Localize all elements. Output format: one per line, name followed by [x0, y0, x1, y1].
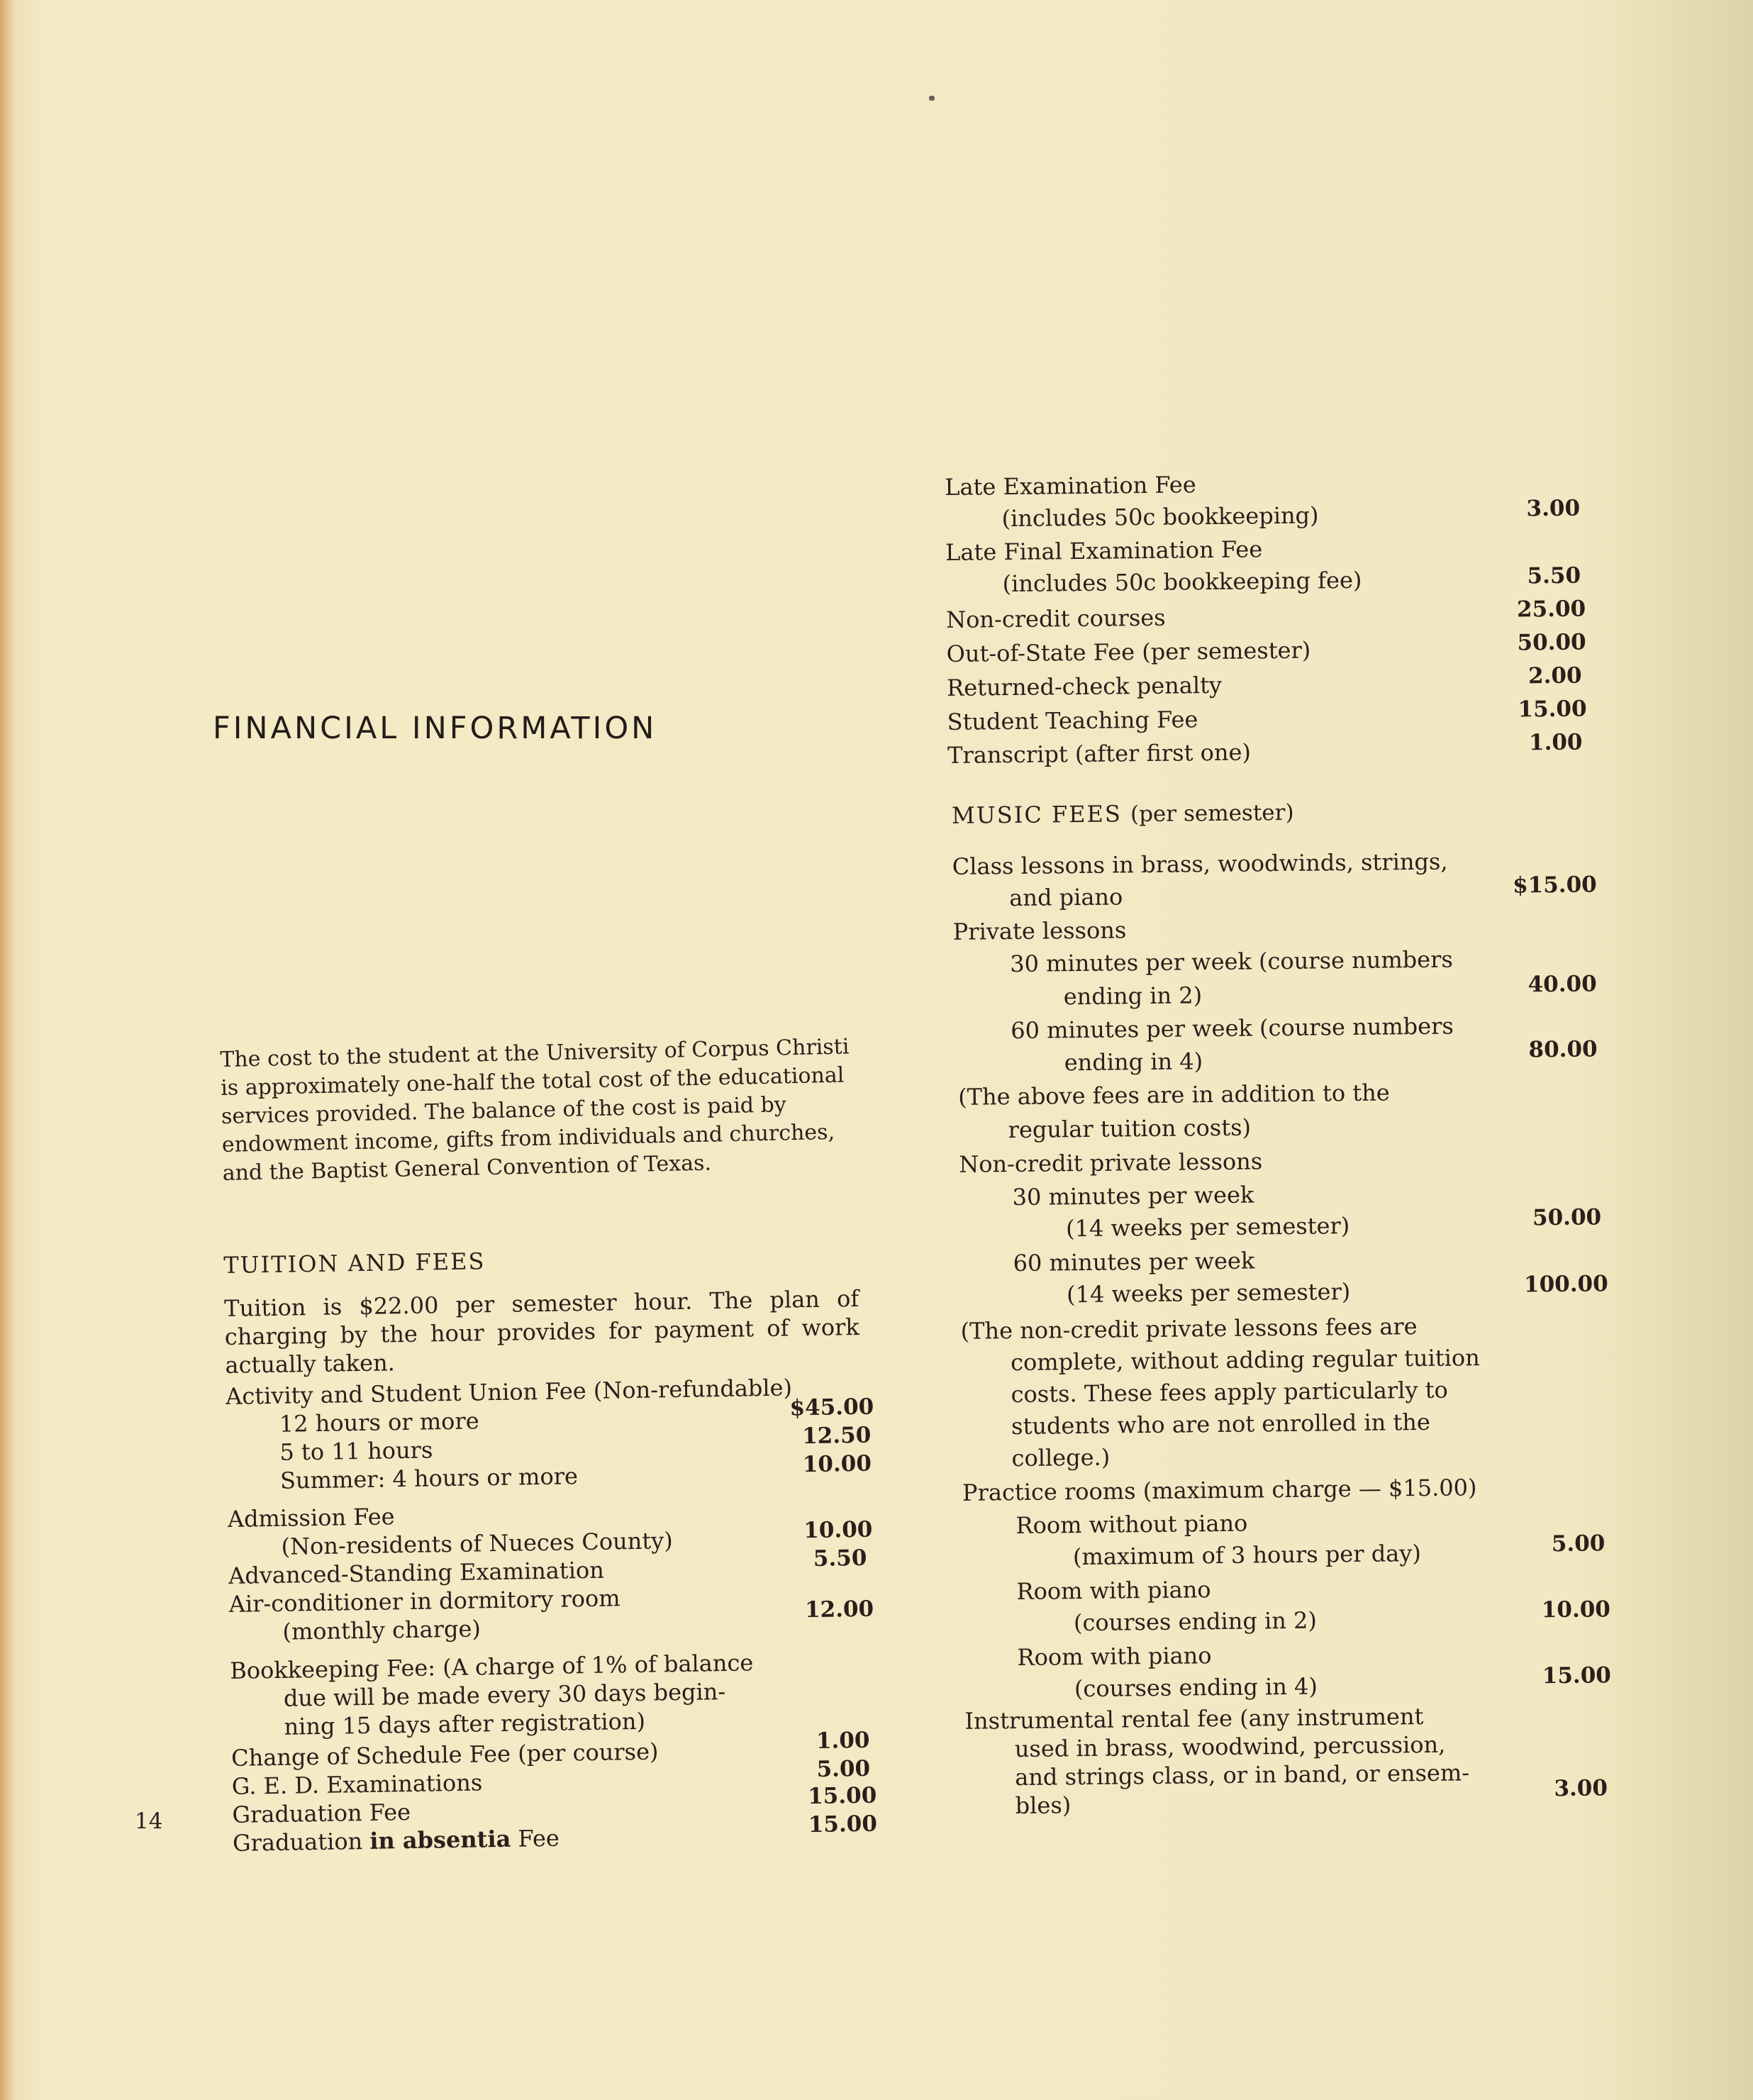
- room-label: Room without piano: [1015, 1509, 1248, 1540]
- rental-line: bles): [1015, 1791, 1072, 1820]
- room-sub: (courses ending in 4): [1074, 1672, 1318, 1703]
- graduation-fee-label: Graduation Fee: [232, 1798, 411, 1828]
- print-speck: [929, 96, 935, 101]
- graduation-absentia-post: Fee: [518, 1824, 560, 1852]
- graduation-absentia-label: [233, 1825, 560, 1857]
- private-60-sub: ending in 4): [1064, 1048, 1203, 1077]
- intro-paragraph: The cost to the student at the University of Corpus Christi is approximately one-half the total cost of the educational services provided. The balance of the cost is paid by endowment income, gifts from individuals and churches, and the Baptist General Convention of Texas.: [220, 1034, 850, 1186]
- room-sub: (maximum of 3 hours per day): [1072, 1540, 1422, 1571]
- music-fees-heading: [952, 799, 1294, 829]
- music-fees-title: MUSIC FEES: [951, 800, 1123, 829]
- activity-item-amount: 10.00: [802, 1450, 872, 1478]
- room-label: Room with piano: [1017, 1642, 1212, 1672]
- aircon-amount: 12.00: [804, 1596, 874, 1623]
- activity-item-label: 12 hours or more: [279, 1407, 479, 1438]
- bookkeeping-line: Bookkeeping Fee: (A charge of 1% of balance: [229, 1649, 754, 1684]
- graduation-absentia-pre: Graduation: [232, 1828, 363, 1857]
- room-amount: 10.00: [1541, 1596, 1611, 1623]
- note-line: costs. These fees apply particularly to: [1011, 1376, 1448, 1409]
- ged-label: G. E. D. Examinations: [231, 1769, 483, 1800]
- private-30-label: 30 minutes per week (course numbers: [1010, 945, 1454, 978]
- fee-amount: 50.00: [1517, 629, 1586, 656]
- private-lessons-label: Private lessons: [952, 916, 1127, 945]
- change-schedule-label: Change of Schedule Fee (per course): [230, 1738, 659, 1772]
- note-line: college.): [1011, 1443, 1111, 1472]
- fee-amount: 2.00: [1527, 662, 1582, 689]
- practice-rooms-label: Practice rooms (maximum charge — $15.00): [962, 1474, 1477, 1506]
- page-edge: [0, 0, 16, 2100]
- noncredit-30-amount: 50.00: [1532, 1204, 1602, 1231]
- activity-item-label: Summer: 4 hours or more: [279, 1462, 579, 1494]
- noncredit-60-sub: (14 weeks per semester): [1066, 1278, 1351, 1309]
- graduation-absentia-amount: 15.00: [808, 1811, 878, 1838]
- activity-fee-label: Activity and Student Union Fee (Non-refundable): [225, 1374, 793, 1410]
- note-line: students who are not enrolled in the: [1011, 1408, 1431, 1440]
- tuition-text: Tuition is $22.00 per semester hour. The plan of charging by the hour provides for payment of work actually taken.: [223, 1284, 860, 1379]
- graduation-fee-amount: 15.00: [807, 1782, 877, 1810]
- change-schedule-amount: 1.00: [816, 1727, 870, 1754]
- note-line: (The non-credit private lessons fees are: [960, 1313, 1418, 1345]
- fee-amount: 3.00: [1526, 495, 1581, 522]
- tuition-heading: TUITION AND FEES: [223, 1248, 486, 1279]
- bookkeeping-line: due will be made every 30 days begin-: [283, 1677, 726, 1712]
- private-30-amount: 40.00: [1527, 971, 1597, 998]
- fee-amount: 1.00: [1528, 729, 1583, 756]
- noncredit-label: Non-credit private lessons: [959, 1148, 1263, 1178]
- page-title: FINANCIAL INFORMATION: [213, 711, 657, 746]
- class-lessons-amount: $15.00: [1512, 872, 1597, 899]
- rental-line: Instrumental rental fee (any instrument: [964, 1703, 1424, 1735]
- private-60-label: 60 minutes per week (course numbers: [1011, 1012, 1454, 1045]
- advanced-exam-label: Advanced-Standing Examination: [228, 1556, 605, 1589]
- advanced-exam-amount: 5.50: [813, 1545, 867, 1572]
- activity-item-amount: $45.00: [789, 1394, 874, 1421]
- note-line: (The above fees are in addition to the: [958, 1079, 1390, 1111]
- noncredit-30-label: 30 minutes per week: [1012, 1181, 1254, 1211]
- aircon-label: Air-conditioner in dormitory room: [228, 1584, 620, 1618]
- rental-line: and strings class, or in band, or ensem-: [1015, 1759, 1470, 1791]
- rental-line: used in brass, woodwind, percussion,: [1014, 1730, 1446, 1763]
- room-amount: 15.00: [1542, 1662, 1612, 1689]
- admission-fee-label: Admission Fee: [227, 1503, 395, 1533]
- class-lessons-sub: and piano: [1009, 883, 1123, 912]
- fee-label: Late Examination Fee: [945, 471, 1196, 501]
- admission-fee-sub: (Non-residents of Nueces County): [281, 1527, 673, 1560]
- noncredit-30-sub: (14 weeks per semester): [1065, 1212, 1350, 1243]
- rental-amount: 3.00: [1554, 1775, 1608, 1802]
- fee-label: Transcript (after first one): [947, 738, 1252, 769]
- admission-fee-amount: 10.00: [803, 1516, 873, 1544]
- music-fees-subtitle: (per semester): [1130, 799, 1294, 828]
- fee-amount: 5.50: [1527, 562, 1581, 589]
- room-amount: 5.00: [1551, 1530, 1605, 1557]
- note-line: regular tuition costs): [1008, 1113, 1252, 1144]
- fee-label: Non-credit courses: [945, 604, 1166, 633]
- bookkeeping-line: ning 15 days after registration): [284, 1707, 646, 1740]
- fee-label: Out-of-State Fee (per semester): [946, 636, 1311, 667]
- private-60-amount: 80.00: [1528, 1036, 1598, 1063]
- fee-label: Student Teaching Fee: [947, 706, 1198, 735]
- fee-amount: 25.00: [1516, 596, 1586, 623]
- note-line: complete, without adding regular tuition: [1010, 1344, 1480, 1377]
- fee-sub: (includes 50c bookkeeping): [1001, 501, 1319, 533]
- activity-item-amount: 12.50: [801, 1422, 872, 1450]
- private-30-sub: ending in 2): [1063, 982, 1203, 1011]
- graduation-absentia-bold: in absentia: [369, 1825, 511, 1855]
- room-label: Room with piano: [1016, 1576, 1211, 1606]
- fee-label: Late Final Examination Fee: [945, 535, 1263, 566]
- page-number: 14: [135, 1809, 163, 1834]
- noncredit-60-label: 60 minutes per week: [1013, 1247, 1255, 1277]
- class-lessons-label: Class lessons in brass, woodwinds, strings,: [952, 848, 1448, 880]
- noncredit-60-amount: 100.00: [1523, 1271, 1608, 1298]
- room-sub: (courses ending in 2): [1073, 1606, 1318, 1637]
- aircon-sub: (monthly charge): [282, 1615, 482, 1645]
- fee-label: Returned-check penalty: [946, 671, 1223, 701]
- activity-item-label: 5 to 11 hours: [279, 1436, 433, 1466]
- fee-amount: 15.00: [1518, 696, 1587, 723]
- fee-sub: (includes 50c bookkeeping fee): [1002, 566, 1362, 598]
- ged-amount: 5.00: [816, 1755, 871, 1782]
